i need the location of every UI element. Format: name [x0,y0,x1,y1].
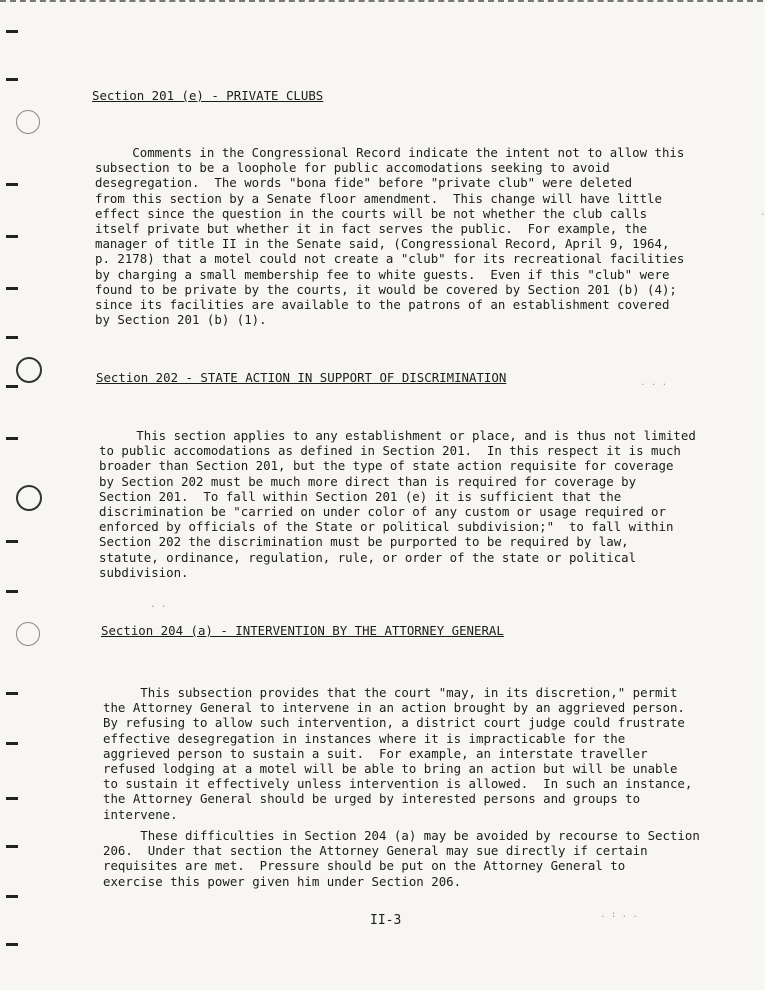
margin-mark [6,336,18,339]
punch-hole [16,110,40,134]
section-paragraph: This section applies to any establishment or place, and is thus not limited to public accomodations as defined in Section 201. In this respect it is much broader than Section 201, but the type of state action requisite for coverage by Section 202 must be much more direct than is required for coverage by Section 201. To fall within Section 201 (e) it is sufficient that the discrimination be "carried on under color of any custom or usage required or enforced by officials of the State or political subdivision;" to fall within Section 202 the discrimination must be purported to be required by law, statute, ordinance, regulation, rule, or order of the state or political subdivision. [99,428,696,580]
page-number: II-3 [370,913,402,928]
scan-speck: . . . [640,378,668,388]
scan-speck: . : . . [600,910,638,920]
section-paragraph: This subsection provides that the court "may, in its discretion," permit the Attorney General to intervene in an action brought by an aggrieved person. By refusing to allow such intervention, a district court judge could frustrate effective desegregation in instances where it is impracticable for the aggrieved person to sustain a suit. For example, an interstate traveller refused lodging at a motel will be able to bring an action but will be unable to sustain it effectively unless intervention is allowed. In such an instance, the Attorney General should be urged by interested persons and groups to intervene. [103,685,693,822]
punch-hole [16,485,42,511]
margin-mark [6,78,18,81]
punch-hole [16,622,40,646]
margin-mark [6,895,18,898]
margin-mark [6,797,18,800]
section-heading: Section 204 (a) - INTERVENTION BY THE ATTORNEY GENERAL [101,623,504,638]
margin-mark [6,845,18,848]
section-heading: Section 201 (e) - PRIVATE CLUBS [92,88,324,103]
section-paragraph: These difficulties in Section 204 (a) may be avoided by recourse to Section 206. Under that section the Attorney General may sue directly if certain requisites are met. Pressure should be put on the Attorney General to exercise this power given him under Section 206. [103,828,700,889]
margin-mark [6,183,18,186]
margin-mark [6,437,18,440]
margin-mark [6,540,18,543]
margin-mark [6,742,18,745]
margin-mark [6,692,18,695]
scan-speck: . [760,208,765,218]
margin-mark [6,30,18,33]
punch-hole [16,357,42,383]
margin-mark [6,590,18,593]
margin-mark [6,385,18,388]
margin-mark [6,287,18,290]
top-dashed-border [0,0,763,4]
section-paragraph: Comments in the Congressional Record indicate the intent not to allow this subsection to be a loophole for public accomodations seeking to avoid desegregation. The words "bona fide" before "private club" were deleted from this section by a Senate floor amendment. This change will have little effect since the question in the courts will be not whether the club calls itself private but whether it in fact serves the public. For example, the manager of title II in the Senate said, (Congressional Record, April 9, 1964, p. 2178) that a motel could not create a "club" for its recreational facilities by charging a small membership fee to white guests. Even if this "club" were found to be private by the courts, it would be covered by Section 201 (b) (4); since its facilities are available to the patrons of an establishment covered by Section 201 (b) (1). [95,145,685,328]
margin-mark [6,235,18,238]
scan-speck: . . [150,600,167,610]
margin-mark [6,943,18,946]
section-heading: Section 202 - STATE ACTION IN SUPPORT OF DISCRIMINATION [96,370,507,385]
